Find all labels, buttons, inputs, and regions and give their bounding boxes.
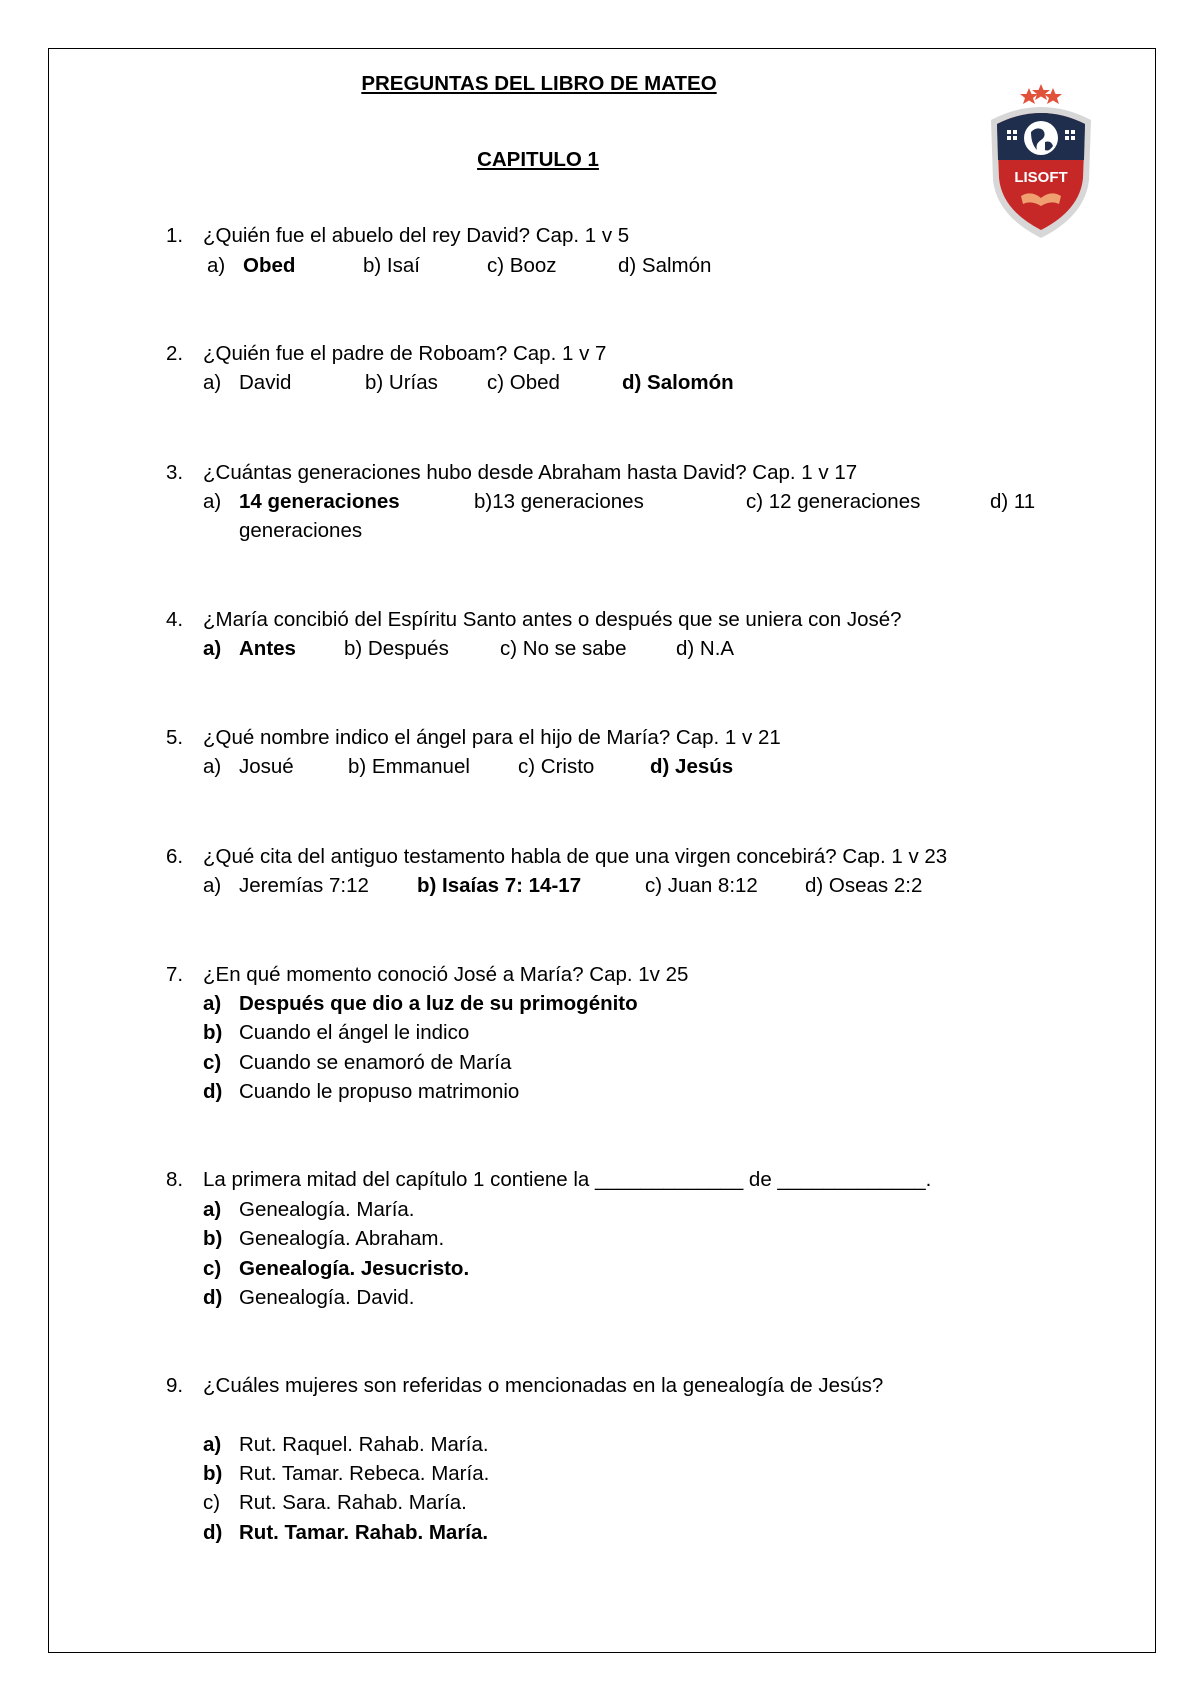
option: Jeremías 7:12 <box>239 874 369 897</box>
question-number: 9. <box>166 1374 184 1397</box>
question-text: ¿Qué cita del antiguo testamento habla de que una virgen concebirá? Cap. 1 v 23 <box>203 845 948 868</box>
option-answer: d) Jesús <box>650 755 734 778</box>
option: a) Rut. Raquel. Rahab. María. <box>203 1433 489 1456</box>
option-letter: a) <box>203 755 222 778</box>
option-letter: a) <box>203 874 222 897</box>
lisoft-logo <box>985 80 1097 242</box>
option-letter: a) <box>207 254 226 277</box>
option: b) Genealogía. Abraham. <box>203 1227 445 1250</box>
question-text: ¿Cuántas generaciones hubo desde Abraham hasta David? Cap. 1 v 17 <box>203 461 858 484</box>
svg-text:LISOFT: LISOFT <box>1014 169 1068 186</box>
option: c) Cuando se enamoró de María <box>203 1051 512 1074</box>
option-answer: Obed <box>243 254 296 277</box>
option: c) Obed <box>487 371 560 394</box>
option-letter: a) <box>203 490 222 513</box>
option-answer: c) Genealogía. Jesucristo. <box>203 1257 470 1280</box>
option: David <box>239 371 292 394</box>
question-number: 6. <box>166 845 184 868</box>
option: c) No se sabe <box>500 637 627 660</box>
option: d) Oseas 2:2 <box>805 874 923 897</box>
option: b) Cuando el ángel le indico <box>203 1021 470 1044</box>
question-text: ¿María concibió del Espíritu Santo antes o después que se uniera con José? <box>203 608 902 631</box>
chapter-title: CAPITULO 1 <box>477 148 599 171</box>
option: d) Cuando le propuso matrimonio <box>203 1080 520 1103</box>
option: b) Emmanuel <box>348 755 470 778</box>
option: b)13 generaciones <box>474 490 644 513</box>
question-number: 4. <box>166 608 184 631</box>
option-answer: a) Después que dio a luz de su primogénito <box>203 992 638 1015</box>
option: d) Genealogía. David. <box>203 1286 415 1309</box>
question-text: ¿Quién fue el abuelo del rey David? Cap. 1 v 5 <box>203 224 630 247</box>
question-text: ¿En qué momento conoció José a María? Cap. 1v 25 <box>203 963 689 986</box>
option: d) Salmón <box>618 254 712 277</box>
question-text: ¿Qué nombre indico el ángel para el hijo de María? Cap. 1 v 21 <box>203 726 781 749</box>
option: b) Urías <box>365 371 438 394</box>
option-continuation: generaciones <box>239 519 363 542</box>
option-answer: b) Isaías 7: 14-17 <box>417 874 582 897</box>
question-text: ¿Cuáles mujeres son referidas o mencionadas en la genealogía de Jesús? <box>203 1374 884 1397</box>
option: c) Juan 8:12 <box>645 874 758 897</box>
option-letter: a) <box>203 371 222 394</box>
option: d) 11 <box>990 490 1036 513</box>
option: c) Cristo <box>518 755 595 778</box>
page-title: PREGUNTAS DEL LIBRO DE MATEO <box>361 72 717 95</box>
option-answer: d) Rut. Tamar. Rahab. María. <box>203 1521 489 1544</box>
question-text: La primera mitad del capítulo 1 contiene la _____________ de _____________. <box>203 1168 932 1191</box>
option: d) N.A <box>676 637 735 660</box>
option-answer: Antes <box>239 637 296 660</box>
option: c) Booz <box>487 254 557 277</box>
option: b) Después <box>344 637 449 660</box>
question-number: 1. <box>166 224 184 247</box>
option: c) 12 generaciones <box>746 490 921 513</box>
option: b) Rut. Tamar. Rebeca. María. <box>203 1462 490 1485</box>
option: b) Isaí <box>363 254 420 277</box>
question-number: 5. <box>166 726 184 749</box>
option-answer: d) Salomón <box>622 371 734 394</box>
question-number: 2. <box>166 342 184 365</box>
option-letter: a) <box>203 637 222 660</box>
option-answer: 14 generaciones <box>239 490 400 513</box>
option: a) Genealogía. María. <box>203 1198 415 1221</box>
question-number: 8. <box>166 1168 184 1191</box>
question-number: 3. <box>166 461 184 484</box>
question-text: ¿Quién fue el padre de Roboam? Cap. 1 v 7 <box>203 342 607 365</box>
question-number: 7. <box>166 963 184 986</box>
option: c) Rut. Sara. Rahab. María. <box>203 1491 467 1514</box>
option: Josué <box>239 755 294 778</box>
